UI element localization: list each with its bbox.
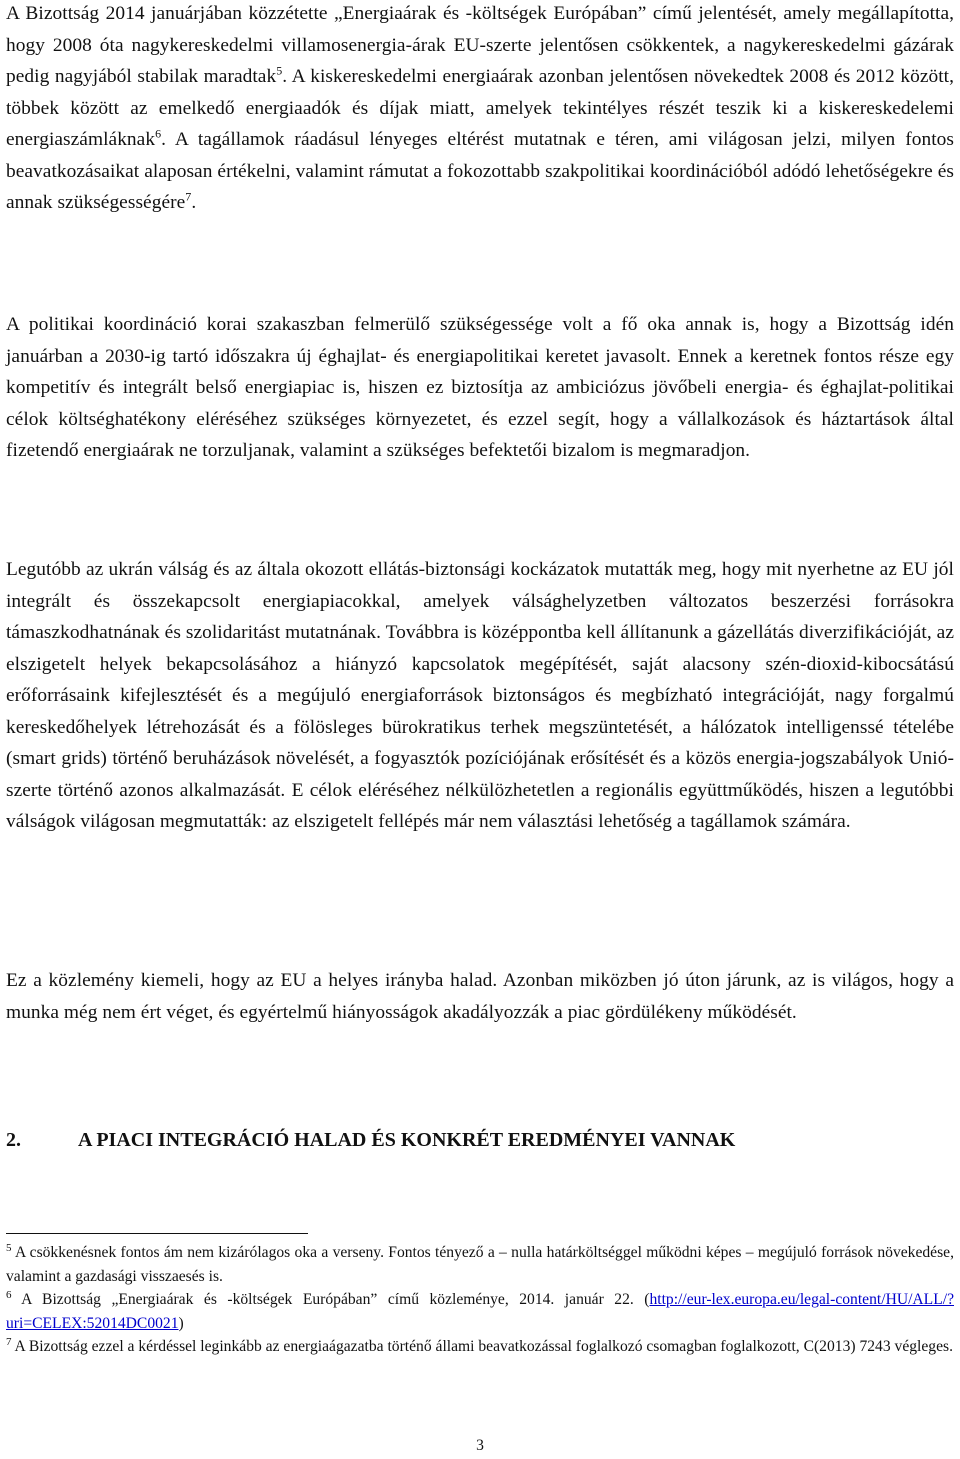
paragraph-policy-coordination: A politikai koordináció korai szakaszban felmerülő szükségessége volt a fő oka annak is, hogy a Bizottság idén januárban a 2030-ig tartó időszakra új éghajlat- és energiapolitikai keretet javasolt. Ennek a keretnek fontos része egy kompetitív és integrált belső energiapiac is, hiszen ez biztosítja az ambiciózus jövőbeli energia- és éghajlat-politikai célok költséghatékony eléréséhez szükséges környezetet, és ezzel segít, hogy a vállalkozások és háztartások által fizetendő energiaárak ne torzuljanak, valamint a szükséges befektetői bizalom is megmaradjon. xyxy=(6,314,954,461)
footnote-number: 5 xyxy=(6,1241,12,1254)
footnote-text: A csökkenésnek fontos ám nem kizárólagos oka a verseny. Fontos tényező a – nulla határköltséggel működni képes – megújuló források növekedése, valamint a gazdasági visszaesés is. xyxy=(6,1244,954,1285)
footnote-6 xyxy=(6,1288,954,1335)
footnote-text: A Bizottság ezzel a kérdéssel leginkább az energiaágazatba történő állami beavatkozással foglalkozó csomagban foglalkozott, C(2013) 7243 végleges. xyxy=(11,1338,953,1355)
section-heading xyxy=(6,1126,954,1154)
footnote-number: 7 xyxy=(6,1335,12,1348)
footnote-ref-5[interactable]: 5 xyxy=(276,63,283,78)
page-number: 3 xyxy=(476,1437,484,1454)
footnote-text: A Bizottság „Energiaárak és -költségek Európában” című közleménye, 2014. január 22. ( xyxy=(11,1291,650,1308)
paragraph-text: . xyxy=(191,192,197,213)
footnotes xyxy=(6,1241,954,1359)
footnote-link[interactable]: http://eur-lex.europa.eu/legal-content/HU/ALL/?uri=CELEX:52014DC0021 xyxy=(6,1291,954,1332)
footnote-ref-6[interactable]: 6 xyxy=(155,126,162,141)
footnote-text: ) xyxy=(178,1314,184,1332)
paragraph-text: A Bizottság 2014 januárjában közzétette „Energiaárak és -költségek Európában” című jelentését, amely megállapította, hogy 2008 óta nagykereskedelmi villamosenergia-árak EU-szerte jelentősen csökkentek, a nagykereskedelmi gázárak pedig nagyjából stabilak maradtak xyxy=(6,3,954,87)
footnote-7 xyxy=(6,1335,954,1359)
footnote-number: 6 xyxy=(6,1288,12,1301)
footnote-separator xyxy=(6,1233,308,1234)
document-page xyxy=(6,0,954,1459)
paragraph-text: . A kiskereskedelmi energiaárak azonban jelentősen növekedtek 2008 és 2012 között, többek között az emelkedő energiaadók és díjak miatt, amelyek tekintélyes részét teszik ki a kiskereskedelemi energiaszámláknak xyxy=(6,66,955,150)
paragraph-ukraine-crisis: Legutóbb az ukrán válság és az általa okozott ellátás-biztonsági kockázatok mutatták meg, hogy mit nyerhetne az EU jól integrált és összekapcsolt energiapiacokkal, amelyek válsághelyzetben változatos beszerzési forrásokra támaszkodhatnának és szolidaritást mutatnának. Továbbra is középpontba kell állítanunk a gázellátás diverzifikációját, az elszigetelt helyek bekapcsolásához a hiányzó kapcsolatok megépítését, saját alacsony szén-dioxid-kibocsátású erőforrásaink kifejlesztését és a megújuló energiaforrások biztonságos és megbízható integrációját, nagy forgalmú kereskedőhelyek létrehozását és a fölösleges bürokratikus terhek megszüntetését, a hálózatok intelligenssé tételébe (smart grids) történő beruházások növelését, a fogyasztók pozíciójának erősítését és a közös energia-jogszabályok Unió-szerte történő azonos alkalmazását. E célok eléréséhez nélkülözhetetlen a regionális együttműködés, hiszen a legutóbbi válságok világosan megmutatták: az elszigetelt fellépés már nem választási lehetőség a tagállamok számára. xyxy=(6,559,954,832)
paragraph-energy-prices xyxy=(6,0,954,219)
paragraph-communication-summary: Ez a közlemény kiemeli, hogy az EU a helyes irányba halad. Azonban miközben jó úton járunk, az is világos, hogy a munka még nem ért véget, és egyértelmű hiányosságok akadályozzák a piac gördülékeny működését. xyxy=(6,970,954,1023)
paragraph-text: . A tagállamok ráadásul lényeges eltérést mutatnak e téren, ami világosan jelzi, milyen fontos beavatkozásaikat alaposan értékelni, valamint rámutat a fokozottabb szakpolitikai koordinációból adódó lehetőségekre és annak szükségességére xyxy=(6,129,954,213)
section-number: 2. xyxy=(6,1129,21,1151)
footnote-5 xyxy=(6,1241,954,1288)
footnote-ref-7[interactable]: 7 xyxy=(185,189,192,204)
section-title: A PIACI INTEGRÁCIÓ HALAD ÉS KONKRÉT EREDMÉNYEI VANNAK xyxy=(78,1129,736,1151)
